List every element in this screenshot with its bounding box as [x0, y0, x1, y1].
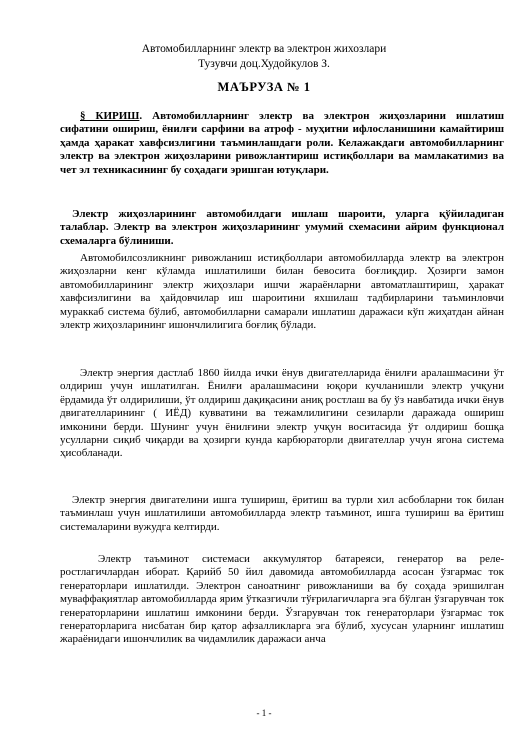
body-paragraph: Электр энергия дастлаб 1860 йилда ички ёнув двигателларида ёнилғи аралашмасини ўт олдириш учун ишлатилган. Ёнилғи аралашмасини юқори кучланишли электр учқуни ёрдамида ўт олдирилиши, ўт олдириш дақиқасини аниқ ростлаш ва бу ўз навбатида ички ёнув двигателларининг ( ИЁД) кувватини ва тежамлилигини сезиларли даражада ошириш имконини берди. Шунинг учун ёнилғини электр учқун воситасида ўт олдириш бошқа усулларни сиқиб чиқарди ва ҳозирги кунда карбюраторли двигателлар учун ягона система ҳисобланади. — [60, 367, 504, 460]
intro-paragraph-2: Электр жиҳозларининг автомобилдаги ишлаш шароити, уларга қўйиладиган талаблар. Электр ва электрон жиҳозларининг умумий схемасини айрим функционал схемаларга бўлиниши. — [60, 208, 504, 247]
body-paragraph: Электр энергия двигателини ишга тушириш, ёритиш ва турли хил асбобларни ток билан таъминлаш учун ишлатилиши автомобилларда электр таъминот, ишга тушириш ва ёритиш системаларини вужудга келтирди. — [60, 494, 504, 533]
body-paragraph: Электр таъминот системаси аккумулятор батареяси, генератор ва реле-ростлагичлардан иборат. Қарийб 50 йил давомида автомобилларда асосан ўзгармас ток генераторлари ишлатилди. Электрон саноатнинг ривожланиши ва бу соҳада эришилган муваффақиятлар автомобилларда ярим ўтказгичли тўғрилагичларга эга бўлган ўзгарувчан ток генераторларини ишлатиш имконини берди. Ўзгарувчан ток генераторлари ўзгармас ток генераторларига нисбатан бир қатор афзалликларга эга бўлиб, хусусан уларнинг ишлатиш жараёнидаги ишончлилик ва чидамлилик даражаси анча — [60, 553, 504, 646]
course-title: Автомобилларнинг электр ва электрон жихозлари — [141, 43, 387, 55]
section-heading: § КИРИШ — [80, 110, 140, 122]
intro-text: . Автомобилларнинг электр ва электрон жиҳозларини ишлатиш сифатини ошириш, ёнилғи сарфини ва атроф - муҳитни ифлосланишини камайтириш ҳамда ҳаракат хавфсизлигини таъминлашдаги роли. Келажакдаги автомобилларнинг электр ва электрон жиҳозларини ривожлантириш истиқболлари ва мамлакатимиз ва чет эл техникасининг бу соҳадаги эришган ютуқлари. — [60, 110, 504, 176]
intro-paragraph — [60, 110, 504, 177]
author-line: Тузувчи доц.Худойкулов З. — [198, 58, 330, 70]
lecture-title: МАЪРУЗА № 1 — [217, 80, 311, 94]
body-paragraph: Автомобилсозликнинг ривожланиш истиқболлари автомобилларда электр ва электрон жиҳозларни кенг кўламда ишлатилиши билан бевосита боғлиқдир. Ҳозирги замон автомобилларининг электр жиҳозлари ишчи жараёнларни автоматлаштириш, ҳаракат хавфсизлигини ва ҳайдовчилар иш шароитини яхшилаш тадбирларини таъминловчи мураккаб система бўлиб, автомобилларни самарали ишлатиш даражаси кўп жиҳатдан айнан электр жиҳозларининг ишончлилигига боғлиқ бўлади. — [60, 252, 504, 332]
page-number: - 1 - — [256, 708, 272, 718]
